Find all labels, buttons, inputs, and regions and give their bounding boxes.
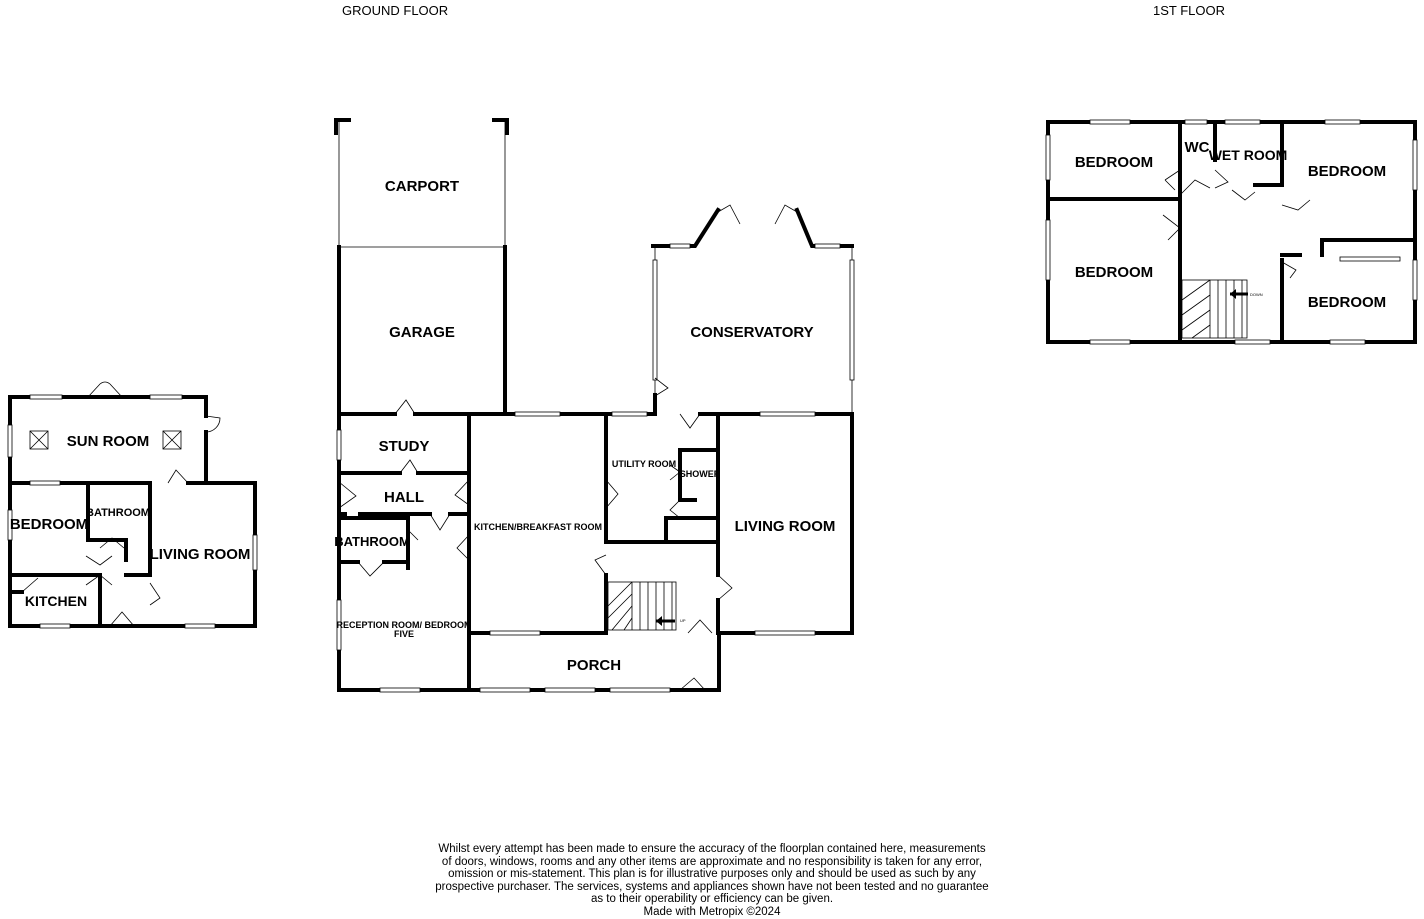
disclaimer-line: prospective purchaser. The services, systems and appliances shown have not been tested and no guarantee (435, 880, 989, 893)
room-label-reception-line2: FIVE (393, 629, 415, 639)
room-label-bathroom-annex: BATHROOM (86, 507, 150, 519)
stairs-up (608, 582, 686, 630)
room-label-shower: SHOWER (679, 469, 721, 479)
room-label-porch: PORCH (566, 657, 622, 674)
ground-floor-plan (336, 120, 854, 692)
room-label-garage: GARAGE (389, 324, 455, 341)
room-label-sun-room: SUN ROOM (66, 433, 150, 450)
room-label-bedroom-annex: BEDROOM (9, 516, 89, 533)
disclaimer (430, 843, 994, 919)
room-label-conservatory: CONSERVATORY (690, 324, 814, 341)
ground-floor-title: GROUND FLOOR (342, 3, 449, 18)
first-floor-title: 1ST FLOOR (1153, 3, 1226, 18)
disclaimer-line: of doors, windows, rooms and any other items are approximate and no responsibility is taken for any error, (441, 855, 983, 868)
stairs-down (1182, 280, 1263, 338)
room-label-bedroom-3: BEDROOM (1074, 264, 1154, 281)
room-label-study: STUDY (378, 438, 430, 455)
room-label-reception-line1: RECEPTION ROOM/ BEDROOM (336, 620, 472, 630)
room-label-bedroom-2: BEDROOM (1307, 163, 1387, 180)
room-label-utility: UTILITY ROOM (611, 459, 677, 469)
stairs-down-label: DOWN (1250, 292, 1263, 297)
room-label-living-main: LIVING ROOM (734, 518, 836, 535)
annex-plan (8, 382, 257, 628)
room-label-kitchen-breakfast: KITCHEN/BREAKFAST ROOM (474, 522, 602, 532)
credit-line: Made with Metropix ©2024 (643, 905, 781, 918)
room-label-bathroom-main: BATHROOM (334, 534, 410, 549)
room-label-wet-room: WET ROOM (1208, 147, 1288, 163)
stairs-up-label: UP (680, 618, 686, 623)
room-label-hall: HALL (384, 489, 424, 506)
room-label-carport: CARPORT (384, 178, 460, 195)
room-label-bedroom-1: BEDROOM (1074, 154, 1154, 171)
disclaimer-line: Whilst every attempt has been made to ensure the accuracy of the floorplan contained here, measurements (438, 843, 986, 855)
room-label-kitchen-annex: KITCHEN (24, 593, 88, 609)
room-label-wc: WC (1184, 139, 1210, 156)
room-label-living-annex: LIVING ROOM (149, 546, 251, 563)
disclaimer-line: omission or mis-statement. This plan is for illustrative purposes only and should be used as such by any (448, 868, 976, 881)
room-label-bedroom-4: BEDROOM (1307, 294, 1387, 311)
disclaimer-line: as to their operability or efficiency can be given. (590, 893, 834, 906)
